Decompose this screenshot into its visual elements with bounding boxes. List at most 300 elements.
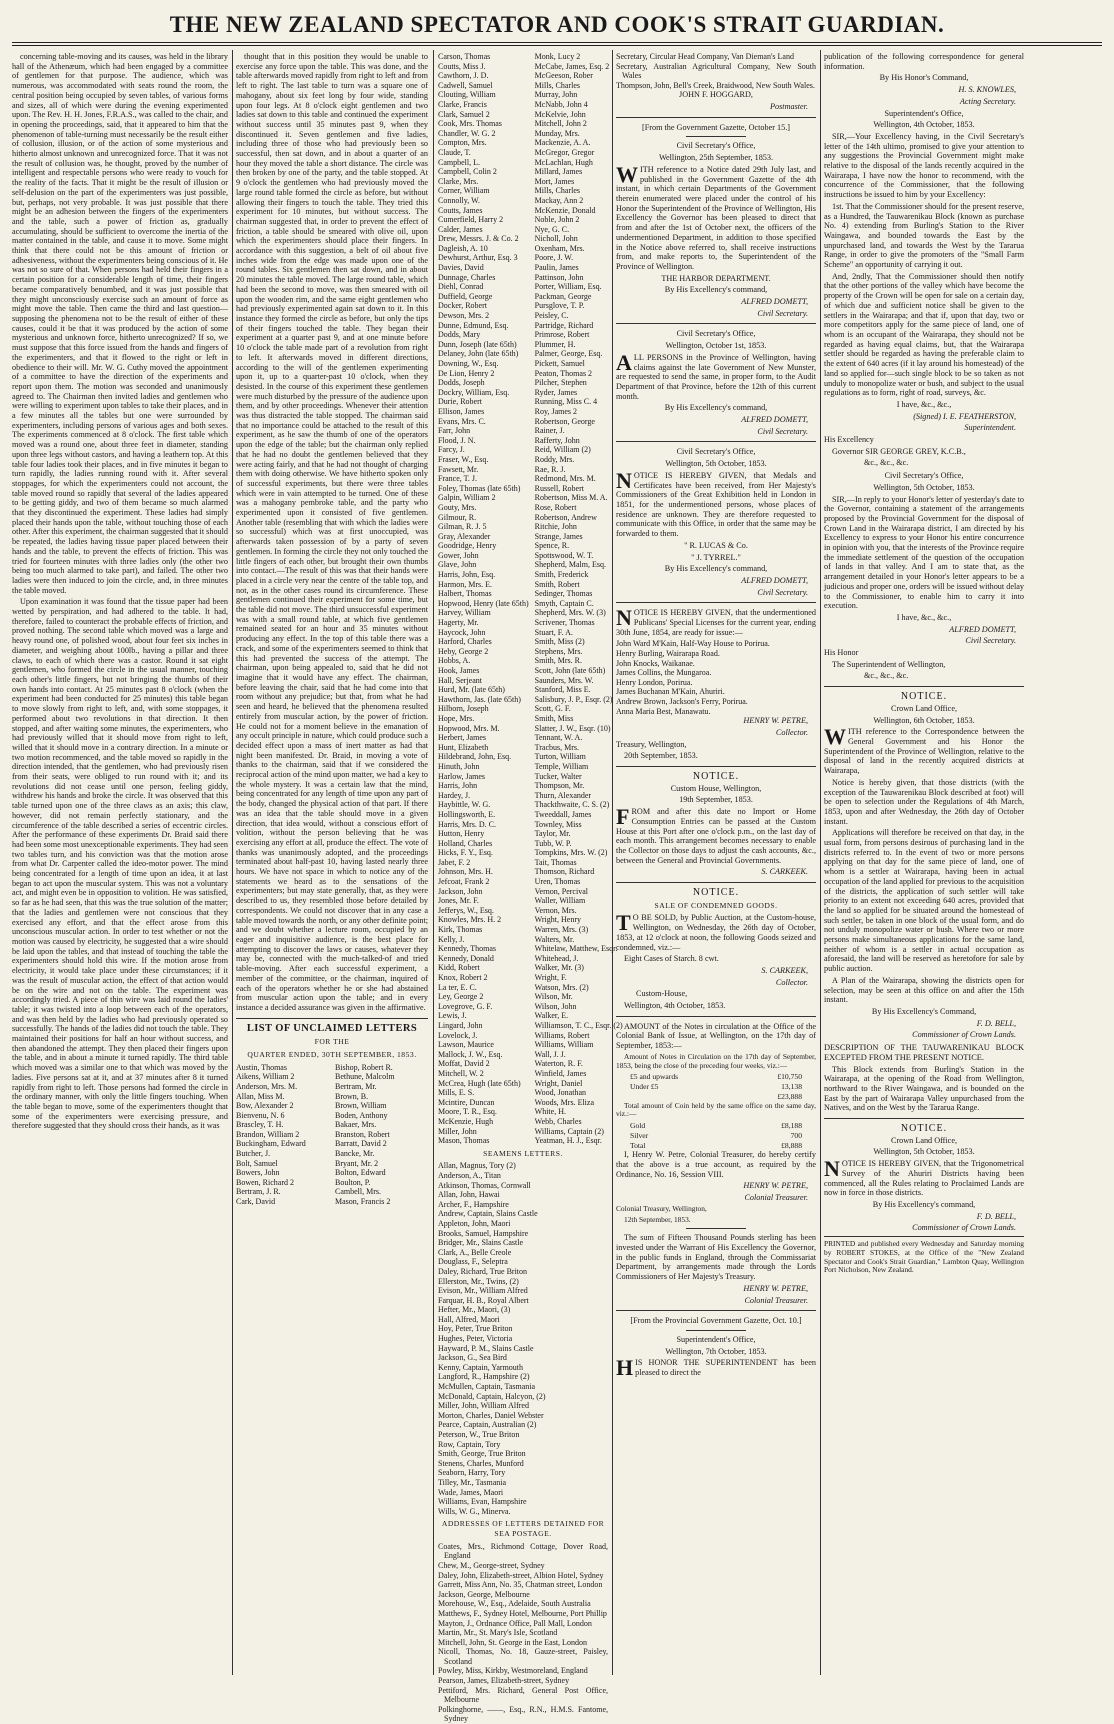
seamen-letter-entry: Miller, John, William Alfred [438, 1401, 529, 1411]
letter-entry: Thomson, Richard [534, 867, 595, 877]
letter-entry: Hobbs, A. [438, 656, 471, 666]
money-label: Silver [630, 1130, 649, 1140]
divider [616, 602, 816, 603]
signature: S. CARKEEK. [761, 867, 808, 877]
letter-entry: France, T. J. [438, 474, 478, 484]
seamen-letter-entry: Tilley, Mr., Tasmania [438, 1477, 507, 1487]
letter-entry: Peaton, Thomas 2 [534, 368, 593, 378]
letter-entry: Hilborn, Joseph [438, 704, 489, 714]
divider [686, 136, 746, 137]
money-label: Total [630, 1140, 646, 1150]
letter-entry: Redmond, Mrs. M. [534, 474, 596, 484]
letter-entry: Dunne, Edmund, Esq. [438, 320, 509, 330]
letter-entry: Vernon, Percival [534, 886, 588, 896]
notice-by: By His Excellency's command, [872, 1199, 976, 1209]
drop-cap: N [824, 1156, 840, 1182]
letter-entry: Dunn, Joseph (late 65th) [438, 339, 517, 349]
letter-entry: Jones, Mr. F. [438, 896, 479, 906]
divider [824, 686, 1024, 687]
letter-entry: Hurd, Mr. (late 65th) [438, 685, 505, 695]
seamen-letter-entry: Wade, James, Maori [438, 1487, 504, 1497]
letter-entry: Roy, James 2 [534, 406, 578, 416]
seamen-letter-entry: Bridger, Mr., Slains Castle [438, 1238, 524, 1248]
seamen-letter-entry: Hayward, P. M., Slains Castle [438, 1343, 534, 1353]
letter-entry: Dewhurst, Arthur, Esq. 3 [438, 253, 518, 263]
letter-entry: Heby, George 2 [438, 646, 489, 656]
letter-entry: Wood, Jonathan [534, 1088, 587, 1098]
letter-entry: Tweeddall, James [534, 809, 592, 819]
letter-entry: Plummer, H. [534, 339, 576, 349]
notice-date: Wellington, 25th September, 1853. [658, 153, 774, 163]
letter-entry: Bowers, John [236, 1168, 280, 1178]
drop-cap: W [824, 724, 846, 750]
letter-entry: Harris, John, Esq. [438, 570, 496, 580]
letter-entry: Williamson, T. C., Esqr. (2) [534, 1020, 623, 1030]
letter-entry: Hunt, Elizabeth [438, 742, 489, 752]
letter-entry: Campbell, Colin 2 [438, 167, 497, 177]
letter-entry: Miller, John [438, 1126, 477, 1136]
letter-entry: Cook, Mrs. Thomas [438, 119, 502, 129]
letter-entry: Coutts, James [438, 205, 483, 215]
seamen-letter-entry: Allan, John, Hawai [438, 1190, 500, 1200]
address-entry: Secretary, Australian Agricultural Company, New South Wales [616, 61, 816, 81]
letter-entry: Coutts, Miss J. [438, 61, 486, 71]
money-value: £8,888 [781, 1140, 802, 1150]
letter-entry: Murray, John [534, 90, 578, 100]
letter-entry: Stuart, F. A. [534, 627, 573, 637]
letter-entry: Mills, Charles [534, 186, 580, 196]
drop-cap: T [616, 910, 631, 936]
letter-entry: Johnson, Mrs. H. [438, 867, 493, 877]
notice-sale [616, 888, 816, 1011]
seamen-letter-entry: Williams, Evan, Hampshire [438, 1497, 527, 1507]
notice-date: Wellington, 7th October, 1853. [665, 1346, 767, 1356]
letter-entry: Nye, G. C. [534, 224, 570, 234]
signature-title: Colonial Treasurer. [744, 1193, 808, 1203]
letter-entry: Buckingham, Edward [236, 1139, 306, 1149]
letter-entry: Bethune, Malcolm [335, 1072, 395, 1082]
signature: ALFRED DOMETT, [741, 575, 808, 585]
notice-date: Wellington, 4th October, 1853. [873, 120, 975, 130]
money-label: £5 and upwards [630, 1072, 679, 1082]
notice-office: Crown Land Office, [890, 703, 957, 713]
signature-title: Commissioner of Crown Lands. [912, 1223, 1016, 1233]
notice-harbor [616, 141, 816, 318]
letter-entry: Goodridge, Henry [438, 541, 497, 551]
notice-name: " J. TYRREL." [691, 552, 741, 562]
money-label: Under £5 [630, 1082, 659, 1092]
notice-ahuriri [824, 1124, 1024, 1233]
letter-entry: Durie, Robert [438, 397, 482, 407]
letter-entry: Wilson, Mr. [534, 992, 573, 1002]
column-2 [236, 52, 428, 1674]
notice-text: publication of the following correspondence for general information. [824, 52, 1024, 71]
signature-title: Acting Secretary. [959, 96, 1016, 106]
letter-entry: Hicks, F. Y., Esq. [438, 848, 493, 858]
seamen-letter-entry: Peterson, W., True Briton [438, 1430, 520, 1440]
letter-text: 1st. That the Commissioner should for the present reserve, as a Hundred, the Tauwarenikau Block (known as purchase No. 4) extending from Burling's Station to the River Waingawa, and bounded towards the East by the unpurchased land, and towards the West by the Tararua Range, in order to give the promoters of the "Small Farm Scheme" an opportunity of carrying it out. [824, 201, 1024, 270]
letter-entry: Thackthwaite, C. S. (2) [534, 800, 610, 810]
signature: ALFRED DOMETT, [949, 624, 1016, 634]
notice-superintendent [616, 1335, 816, 1381]
notice-date: Wellington, 5th October, 1853. [665, 459, 767, 469]
letter-entry: Jefferys, W., Esq. [438, 905, 494, 915]
address-entry: Nicoll, Thomas, No. 18, Gauze-street, Paisley, Scotland [438, 1647, 608, 1666]
notice-office: Superintendent's Office, [676, 1335, 756, 1344]
letter-entry: Clark, Samuel 2 [438, 109, 490, 119]
signature-title: Colonial Treasurer. [744, 1295, 808, 1305]
notice-date: Wellington, 6th October, 1853. [873, 715, 975, 725]
signature: ALFRED DOMETT, [741, 415, 808, 425]
letter-entry: Tubb, W. P. [534, 838, 572, 848]
letter-entry: McLachlan, Hugh [534, 157, 593, 167]
letters-heading: LIST OF UNCLAIMED LETTERS [246, 1022, 418, 1034]
notice-subheading: SALE OF CONDEMNED GOODS. [654, 900, 778, 910]
article-paragraph: thought that in this position they would be unable to exercise any force upon the table. This was done, and the table afterwards moved rapidly from right to left and from left to right. The last table to turn was a square one of mahogany, about six feet long by four wide, standing upon four legs. At 8 o'clock eight gentlemen and two ladies sat down to this table and continued the experiment without success until 35 minutes past 9, when they discontinued it. Seven gentlemen and five ladies, including three of those who had previously been so successful, then sat down, and in about a quarter of an hour they moved the table a short distance. The circle was then broken by one of the party, and the table stopped. At 9 o'clock the gentlemen who had previously moved the large round table formed the circle as before, but without allowing their fingers to touch the table. They tried this experiment for 10 minutes, but without success. The chairman suggested that, in order to prevent the effect of friction, a table should be smeared with olive oil, upon which the experimenters should place their fingers. In accordance with this suggestion, a belt of oil about five inches wide from the edge was made upon one of the round tables. Six gentlemen then sat down, and in about 20 minutes the table moved. The large round table, which had been the second to move, was then smeared with oil upon the wooden rim, and the same eight gentlemen who had previously experimented again sat down to it. In this instance they formed the circle as before, but only the tips of their fingers touched the table. They began their experiment at a quarter past 9, and at one minute before 10 o'clock the table made part of a revolution from right to left. It afterwards moved in different directions, according to the will of the gentlemen experimenting upon it, up to a quarter-past 10 o'clock, when they desisted. In the course of this experiment these gentlemen were much disturbed by the pressure of the audience upon them, and by other proceedings. Whenever their attention was thus distracted the table stopped. The chairman said that no importance could be attached to the result of this experiment, as he saw the thumb of one of the operators upon the edge of the table; but the chairman only replied that he had no doubt the gentlemen believed that they were acting fairly, and that he had not thought of charging them with doing otherwise. We have hitherto spoken only of successful experiments, but there were three tables which were in vain attempted to be turned. One of these was a mahogany pembroke table, and the party who experimented upon it consisted of five gentlemen. Another table (resembling that with which the ladies were so successful) which was at first unoccupied, was afterwards taken possession of by a party of seven gentlemen. In forming the circle they not only touched the little fingers of each other, but brought their own thumbs into contact.—The result of this was that their hands were placed in a circle very near the centre of the table top, and not, as in the other cases round its circumference. These gentlemen continued their experiment for some time, but the table did not move. The third unsuccessful experiment was with a small round table, at which five gentlemen remained seated for an hour and 35 minutes without producing any effect. In the top of this table there was a crack, and some of the experimenters seemed to think that this had prevented the success of the attempt. The chairman, upon being appealed to, said that he did not imagine that it would have any effect. The chairman, before leaving the chair, said that he had come into that room without any prejudice; but that, from what he had seen and heard, he believed that the phenomena resulted entirely from muscular action, by the power of friction. He could not for a moment believe in the emanation of any occult principle in nature, which could produce such a decided effect upon a mass of inert matter as had that night been manifested. Dr. Braid, in moving a vote of thanks to the chairman, said that if we considered the reciprocal action of the mind upon matter, we had a key to the whole mystery. It was a certain law that the mind, being concentrated for any length of time upon any part of the body, changed the physical action of that part. If there was an idea that the table should move in a given direction, that idea would, without a conscious effort of volition, without the person believing that he was exercising any effort at all, produce the effect. The vote of thanks was unanimously adopted, and the proceedings terminated about half-past 10, having lasted nearly three hours. We have not space in which to notice any of the statements we heard as to the sensations of the experimenters; but may state generally, that, as they were described to us, they resembled those before detailed by correspondents. We could not discover that in any case a table moved towards the north, or any other definite point; and we doubt whether a lecture room, occupied by an eager and inquisitive audience, is the best place for attempting to discover the laws or causes, whatever they may be, connected with the much-talked-of and tried table-moving. After each successful experiment, a member of the committee, or the chairman, inquired of each of the operators whether he or she had abstained from muscular action upon the table; and in every instance a decided assurance was given in the affirmative. [236, 52, 428, 1012]
letter-entry: Mills, Charles [534, 80, 580, 90]
address-entry: Chew, M., George-street, Sydney [438, 1560, 545, 1570]
letter-entry: Foley, Thomas (late 65th) [438, 483, 521, 493]
letter-entry: Spottswood, W. T. [534, 550, 594, 560]
notice-by: By His Excellency's command, [664, 403, 768, 413]
letter-entry: Hope, Mrs. [438, 713, 475, 723]
letter-entry: Anderson, Mrs. M. [236, 1081, 298, 1091]
seamen-letter-entry: Hughes, Peter, Victoria [438, 1334, 513, 1344]
signature-title: Superintendent. [964, 423, 1016, 433]
masthead-title: THE NEW ZEALAND SPECTATOR AND COOK'S STRAIT GUARDIAN. [169, 12, 945, 37]
notice-date: Wellington, 4th October, 1853. [624, 1001, 726, 1011]
notice-date: 12th September, 1853. [624, 1214, 691, 1224]
letter-entry: Noble, John 2 [534, 215, 580, 225]
gazette-reference: [From the Government Gazette, October 15.] [641, 122, 790, 132]
letter-entry: Williams, Captain (2) [534, 1126, 604, 1136]
letter-entry: Jefcoat, Frank 2 [438, 877, 490, 887]
notice-heading: NOTICE. [692, 887, 740, 899]
letter-entry: Smith, Mrs. R. [534, 656, 582, 666]
notice-text: LL PERSONS in the Province of Wellington, having claims against the late Government of New Munster, are requested to send the same, in proper form, to the Audit Department of that Province, before the 12th of this current month. [616, 352, 816, 401]
letter-entry: Wright, F. [534, 973, 567, 982]
signature-title: Civil Secretary. [757, 308, 808, 318]
masthead [0, 0, 1114, 42]
letter-entry: Knowles, Mrs. H. 2 [438, 915, 502, 925]
seamens-list [438, 1161, 608, 1516]
letter-entry: Bow, Alexander 2 [236, 1101, 294, 1111]
letter-addressee: The Superintendent of Wellington, [832, 659, 946, 669]
letter-entry: Allan, Miss M. [236, 1091, 285, 1101]
notice-office: Custom House, Wellington, [670, 783, 762, 793]
letter-entry: Tracbus, Mrs. [534, 742, 580, 752]
letter-entry: Ellison, James [438, 406, 485, 416]
letter-entry: Palmer, George, Esq. [534, 349, 603, 359]
signature: F. D. BELL, [976, 1211, 1016, 1221]
seamen-letter-entry: Morton, Charles, Daniel Webster [438, 1410, 544, 1420]
seamen-letter-entry: Appleton, John, Maori [438, 1218, 511, 1228]
notice-licenses [616, 605, 816, 761]
notice-heading: NOTICE. [900, 691, 948, 703]
letter-entry: Harris, John [438, 781, 478, 791]
license-entry: James Collins, the Mungaroa. [616, 668, 712, 678]
address-entry: Pettiford, Mrs. Richard, General Post Office, Melbourne [438, 1685, 608, 1705]
letter-entry: Bancke, Mr. [335, 1149, 375, 1159]
letter-entry: Vernon, Mrs. [534, 905, 577, 915]
seamen-letter-entry: Kenny, Captain, Yarmouth [438, 1362, 524, 1372]
letter-entry: Diehl, Conrad [438, 282, 484, 292]
letter-entry: Mackenzie, A. A. [534, 138, 591, 148]
notice-medals [616, 447, 816, 597]
letter-entry: Bolt, Samuel [236, 1158, 278, 1168]
signature-title: Collector. [775, 727, 808, 737]
letter-entry: Kennedy, Thomas [438, 944, 496, 954]
letter-entry: Pursglove, T. P. [534, 301, 585, 311]
addresses-list-continued [616, 52, 816, 90]
divider [616, 323, 816, 324]
signature: S. CARKEEK, [761, 965, 808, 975]
letter-entry: Hardey, J. [438, 790, 471, 800]
letter-entry: Gilman, R. J. 5 [438, 522, 487, 532]
notice-by: By His Excellency's command, [664, 564, 768, 574]
letter-entry: Harris, Mrs. D. C. [438, 819, 496, 829]
letter-entry: Tait, Thomas [534, 857, 577, 867]
letter-entry: Kelly, J. [438, 934, 465, 944]
letter-addressee: &c., &c., &c. [864, 458, 909, 468]
letter-entry: Lewis, J. [438, 1011, 467, 1021]
seamen-letter-entry: Ellerston, Mr., Twins, (2) [438, 1276, 519, 1286]
letter-entry: Dunnage, Charles [438, 272, 496, 282]
signature-title: Civil Secretary. [757, 587, 808, 597]
letter-entry: Saunders, Mrs. W. [534, 675, 594, 685]
seamen-letter-entry: Andrew, Captain, Slains Castle [438, 1209, 538, 1219]
notice-office: Superintendent's Office, [884, 108, 964, 118]
letter-entry: Hagerty, Mr. [438, 618, 479, 628]
letter-entry: Bolton, Edward [335, 1168, 386, 1178]
letter-entry: Shepherd, Mrs. W. (3) [534, 608, 606, 618]
notice-text: Notice is hereby given, that those districts (with the exception of the Tauwarenikau Block described at foot) will be open to selection under the Regulations of 4th March, 1853, upon and after Wednesday, the 26th day of October instant. [824, 777, 1024, 826]
notice-text: OTICE IS HEREBY GIVEN, that the Trigonometrical Survey of the Ahuriri Districts having been commenced, all the Rules relating to Proclaimed Lands are now in force in those districts. [824, 1159, 1024, 1198]
letter-entry: White, H. [534, 1107, 566, 1117]
letter-entry: Mitchell, W. 2 [438, 1068, 484, 1078]
addresses-list [438, 1542, 608, 1724]
column-4 [616, 52, 816, 1674]
signature: HENRY W. PETRE, [743, 1181, 808, 1191]
letter-entry: Whitehead, J. [534, 953, 579, 963]
notice-text: AMOUNT of the Notes in circulation at the Office of the Colonial Bank of Issue, at Wellington, on the 17th day of September, 1853:— [616, 1021, 816, 1051]
letter-entry: Bishop, Robert R. [335, 1062, 393, 1072]
notice-text: OTICE IS HEREBY GIVEN, that Medals and Certificates have been received, from Her Majesty's Commissioners of the Great Exhibition held in London in 1851, for the undermentioned persons, whose places of residence are unknown. They are therefore requested to communicate with this Office, in order that the same may be forwarded to them. [616, 470, 816, 539]
letter-entry: Hopwood, Henry (late 65th) [438, 598, 529, 608]
letter-entry: Peisley, C. [534, 311, 569, 321]
letter-entry: De Lion, Henry 2 [438, 368, 495, 378]
letter-entry: Moffat, David 2 [438, 1059, 490, 1069]
license-entry: Henry Burling, Wairarapa Road. [616, 649, 720, 659]
letter-entry: Rafferty, John [534, 435, 580, 445]
address-entry: Polkinghorne, ——, Esq., R.N., H.M.S. Fantome, Sydney [438, 1704, 608, 1724]
notice-text: OTICE IS HEREBY GIVEN, that the undermentioned Publicans' Special Licenses for the current year, ending 30th June, 1854, are ready for issue:— [616, 608, 816, 637]
notice-text: ITH reference to a Notice dated 29th July last, and published in the Government Gazette of the 4th instant, in which certain Departments of the Government therein enumerated were placed under the control of his Honor the Superintendent of the Province of Wellington, His Excellency the Governor has been pleased to direct that from and after the 1st of October next, the officers of the undermentioned Department, in addition to those specified in the Notice above referred to, shall receive instructions from, and make reports to, the Superintendent of the Province of Wellington. [616, 164, 816, 271]
money-value: £10,750 [777, 1072, 802, 1082]
column-divider [232, 50, 233, 1675]
money-row [616, 1131, 816, 1141]
license-entry: John Knocks, Waikanae. [616, 658, 695, 668]
address-entry: Matthews, F., Sydney Hotel, Melbourne, Port Phillip [438, 1608, 607, 1618]
letter-entry: Cawthorn, J. D. [438, 71, 489, 81]
notice-text: ROM and after this date no Import or Home Consumption Entries can be passed at the Custom House at this Port after one o'clock p.m., on the last day of each month. This arrangement becomes necessary to enable the Collector on those days to adjust the cash accounts, &c., between the General and Provincial Governments. [616, 807, 816, 865]
address-entry: Secretary, Circular Head Company, Van Dieman's Land [616, 52, 794, 61]
drop-cap: H [616, 1355, 634, 1381]
license-entry: Anna Maria Best, Manawatu. [616, 706, 711, 716]
seamen-letter-entry: Atkinson, Thomas, Cornwall [438, 1180, 531, 1190]
money-row [616, 1072, 816, 1082]
letter-entry: Calder, James [438, 224, 483, 234]
letter-text: SIR,—Your Excellency having, in the Civil Secretary's letter of the 14th ultimo, promised to give your attention to any suggestions the Provincial Government might make relative to the disposal of the lands recently acquired in the Wairarapa, I have now the honor to recommend, with the concurrence of the Commissioner, that the following instructions be issued to him by your Excellency: [824, 131, 1024, 200]
letter-entry: Haycock, John [438, 627, 486, 637]
letter-entry: Mallock, J. W., Esq. [438, 1049, 503, 1059]
license-entry: Henry London, Porirua. [616, 677, 693, 687]
letter-entry: Corner, William [438, 186, 490, 196]
letter-entry: Bakaer, Mrs. [335, 1120, 377, 1130]
letter-close: I have, &c., &c., [896, 612, 952, 622]
letter-entry: Reid, William (2) [534, 445, 591, 455]
letter-entry: Duffield, George [438, 291, 493, 301]
letter-entry: Slatter, J. W., Esqr. (10) [534, 723, 611, 733]
letter-entry: Waterton, R. F. [534, 1059, 583, 1069]
signature: HENRY W. PETRE, [743, 1283, 808, 1293]
notice-date: Wellington, October 1st, 1853. [665, 341, 767, 351]
letter-entry: Lovegrove, G. F. [438, 1001, 493, 1011]
seamen-letter-entry: Hoy, Peter, True Briton [438, 1324, 513, 1334]
signature-title: Collector. [775, 977, 808, 987]
letter-entry: Carson, Thomas [438, 52, 491, 61]
seamen-letter-entry: Douglass, F., Seleptra [438, 1257, 508, 1267]
letter-entry: Haybittle, W. G. [438, 800, 491, 810]
letter-entry: Hinuth, John [438, 761, 480, 771]
letter-entry: Thurn, Alexander [534, 790, 592, 800]
letter-entry: Primrose, Robert [534, 330, 590, 340]
drop-cap: N [616, 467, 632, 493]
letter-entry: Oxenham, Mrs. [534, 243, 585, 253]
letter-entry: Ryder, James [534, 387, 578, 397]
letter-entry: Mills, E. S. [438, 1088, 475, 1098]
signature: HENRY W. PETRE, [743, 716, 808, 726]
letter-entry: Downing, W., Esq. [438, 359, 499, 368]
letters-list-left [438, 52, 529, 1146]
letter-entry: Butcher, J. [236, 1149, 271, 1159]
letter-entry: Bertram, J. R. [236, 1187, 281, 1197]
letters-list-right [535, 52, 623, 1146]
letter-entry: Waller, William [534, 896, 586, 906]
license-entry: John Ward M'Kain, Half-Way House to Porirua. [616, 639, 770, 649]
letter-entry: Packman, George [534, 291, 592, 301]
addresses-heading: ADDRESSES OF LETTERS DETAINED FOR SEA POSTAGE. [441, 1519, 605, 1539]
money-label: Gold [630, 1121, 646, 1131]
signature: (Signed) I. E. FEATHERSTON, [913, 411, 1016, 421]
divider [616, 1016, 816, 1017]
notice-investment [616, 1233, 816, 1305]
letter-entry: Cumerfield, Harry 2 [438, 215, 504, 225]
signature-title: Commissioner of Crown Lands. [912, 1030, 1016, 1040]
seamen-letter-entry: Archer, F., Hampshire [438, 1199, 509, 1209]
notice-text: This Block extends from Burling's Station in the Wairarapa, at the opening of the Road from Wellington, northward to the River Waingawa, and is bounded on the East by the part of Wairarapa Valley unpurchased from the Natives, and on the West by the Tararua Range. [824, 1064, 1024, 1113]
seamen-letter-entry: McMullen, Captain, Tasmania [438, 1382, 536, 1392]
letter-entry: Brown, B. [335, 1091, 369, 1101]
letter-entry: Mitchell, John 2 [534, 119, 587, 129]
drop-cap: N [616, 605, 632, 631]
letter-entry: Galpin, William 2 [438, 493, 496, 503]
notice-text-small: Amount of Notes in Circulation on the 17th day of September, 1853, being the close of the preceding four weeks, viz.:— [616, 1051, 816, 1070]
letter-addressee: &c., &c., &c. [864, 671, 909, 681]
letters-list-left [236, 1063, 329, 1207]
letter-entry: Campbell, L. [438, 157, 480, 167]
letters-quarter: QUARTER ENDED, 30TH SEPTEMBER, 1853. [247, 1050, 417, 1060]
notice-text-small: Total amount of Coin held by the same office on the same day, viz.:— [616, 1100, 816, 1119]
letter-entry: Halbert, Thomas [438, 589, 492, 599]
letter-entry: Webb, Charles [534, 1116, 582, 1126]
article-paragraph: concerning table-moving and its causes, was held in the library hall of the Athenæum, which had been engaged by a committee of gentlemen for that purpose. The audience, which was numerous, was accommodated with seats round the room, the central position being occupied by seven tables, of various forms and sizes, all of which were during the evening experimented upon. The Rev. H. H. Jones, F.R.A.S., was called to the chair, and in opening the proceedings, said, that it appeared to him that the phenomenon of table-turning must necessarily be the result either of collusion, illusion, or of the action of some mysterious and hitherto almost unknown and unrecognized force. That it was not the result of collusion was, he thought, proved by the number of intelligent and respectable persons who were ready to vouch for the reality of the facts. That it might be the result of illusion or self-delusion on the part of the experimenters was just possible, but, perhaps, not very probable. It was just possible that there might be an adhesion between the fingers of the experimenters and the table, such a power of friction as, gradually accumulating, should be sufficient to overcome the inertia of the matter contained in the table, and cause it to move. Some might think that there could not be this amount of friction or adhesiveness, without the experimenters being conscious of it. He was not so sure of that. When persons had held their fingers in a certain position for a considerable length of time, their fingers became comparatively benumbed, and it was just possible that they might unconsciously exercise such an amount of force as might move the table. Then came the third and last question—supposing the phenomena not to be the result of either of these causes, could it be that it was produced by the action of some mysterious and unknown force, hitherto unrecognized? If so, we must suppose that this force issued from the hands and fingers of the experimenters, and that it flowed to the right or left in obedience to their will. Mr. W. G. Cuthy moved the appointment of a committee to have the direction of the experiments and report upon them. The motion was seconded and unanimously agreed to. The Chairman then invited ladies and gentlemen who were willing to experiment upon tables to take their places, and in a few minutes all the tables but one were surrounded by experimenters, including persons of various ages and both sexes. The experiments commenced at 8 o'clock. The first table which moved was a round one, about three feet in diameter, standing upon three legs without castors, and having a leathern top. At this table four ladies took their places, and in five minutes it began to turn rapidly, the ladies running round with it. After several stoppages, for which the experimenters could not account, the table moved round so rapidly that several of the ladies appeared to be getting giddy, and two of them became so much alarmed that they discontinued the experiment. These ladies had simply placed their hands upon the table, without touching those of each other. After this experiment, the chairman suggested that it should be repeated, the ladies having tissue paper placed between their hands and the table, to prevent the effects of friction. This was tried for fourteen minutes with three ladies only (the other two being too much alarmed to take part), and failed. The other two ladies were then induced to join the circle, and, in three minutes the table moved. [12, 52, 229, 595]
letter-entry: Pattinson, John [534, 272, 584, 282]
address-entry: Garrett, Miss Ann, No. 35, Chatman street, London [438, 1580, 603, 1590]
gazette-reference: [From the Provincial Government Gazette, Oct. 10.] [630, 1316, 802, 1326]
signature-title: Civil Secretary. [965, 636, 1016, 646]
letter-entry: Munday, Mrs. [534, 128, 580, 138]
notice-name: " R. LUCAS & Co. [684, 540, 748, 550]
letter-entry: Boden, Anthony [335, 1110, 388, 1120]
letter-entry: Docker, Robert [438, 301, 487, 311]
letters-subheading: FOR THE [314, 1037, 350, 1047]
letter-entry: Mcintire, Duncan [438, 1097, 495, 1107]
letter-entry: Boulton, P. [335, 1177, 371, 1187]
letter-entry: Roddy, Mrs. [534, 454, 575, 464]
signature: F. D. BELL, [976, 1018, 1016, 1028]
letter-entry: Harford, Charles [438, 637, 492, 647]
notice-date: Wellington, 5th October, 1853. [873, 482, 975, 492]
letter-entry: Hildebrand, John, Esq. [438, 752, 512, 762]
seamen-letter-entry: Smith, George, True Briton [438, 1449, 526, 1459]
seamen-letter-entry: Daley, Richard, True Briton [438, 1266, 528, 1276]
seamen-letter-entry: Jackson, G., Sea Bird [438, 1353, 507, 1363]
notice-department: THE HARBOR DEPARTMENT. [661, 273, 771, 283]
letter-entry: Townley, Miss [534, 819, 582, 829]
address-entry: Morehouse, W., Esq., Adelaide, South Australia [438, 1599, 591, 1609]
notice-by: By His Excellency's command, [664, 285, 768, 295]
masthead-rule [12, 45, 1102, 46]
signature: H. S. KNOWLES, [958, 85, 1016, 95]
seamen-letter-entry: Langford, R., Hampshire (2) [438, 1372, 530, 1382]
letter-entry: Wilson, John [534, 1001, 577, 1011]
letter-entry: Branston, Robert [335, 1129, 390, 1139]
letter-entry: Knox, Robert 2 [438, 973, 488, 982]
letter-entry: Stephens, Mrs. [534, 646, 583, 656]
letter-entry: Barratt, David 2 [335, 1139, 387, 1149]
letter-entry: Compton, Mrs. [438, 138, 487, 148]
letter-entry: Claude, T. [438, 147, 471, 157]
address-entry: Mayton, J., Ordnance Office, Pall Mall, London [438, 1618, 592, 1628]
letter-entry: Fraser, W., Esq. [438, 454, 489, 464]
letter-entry: Gray, Alexander [438, 531, 491, 541]
column-divider [433, 50, 434, 1675]
letter-entry: Walker, Mr. (3) [534, 963, 584, 973]
letter-entry: Spence, R. [534, 541, 570, 551]
letter-entry: Bowen, Richard 2 [236, 1177, 294, 1187]
letter-entry: Poore, J. W. [534, 253, 574, 263]
letter-entry: Robertson, George [534, 416, 595, 426]
letter-entry: Scott, G. F. [534, 704, 571, 714]
letter-superintendent [824, 109, 1024, 469]
notice-office: Civil Secretary's Office, [676, 141, 756, 151]
letter-entry: Robertson, Miss M. A. [534, 493, 608, 503]
column-1 [12, 52, 228, 1674]
letter-entry: Mort, James [534, 176, 575, 186]
divider [686, 1228, 746, 1229]
letter-entry: Dodds, Joseph [438, 378, 485, 388]
